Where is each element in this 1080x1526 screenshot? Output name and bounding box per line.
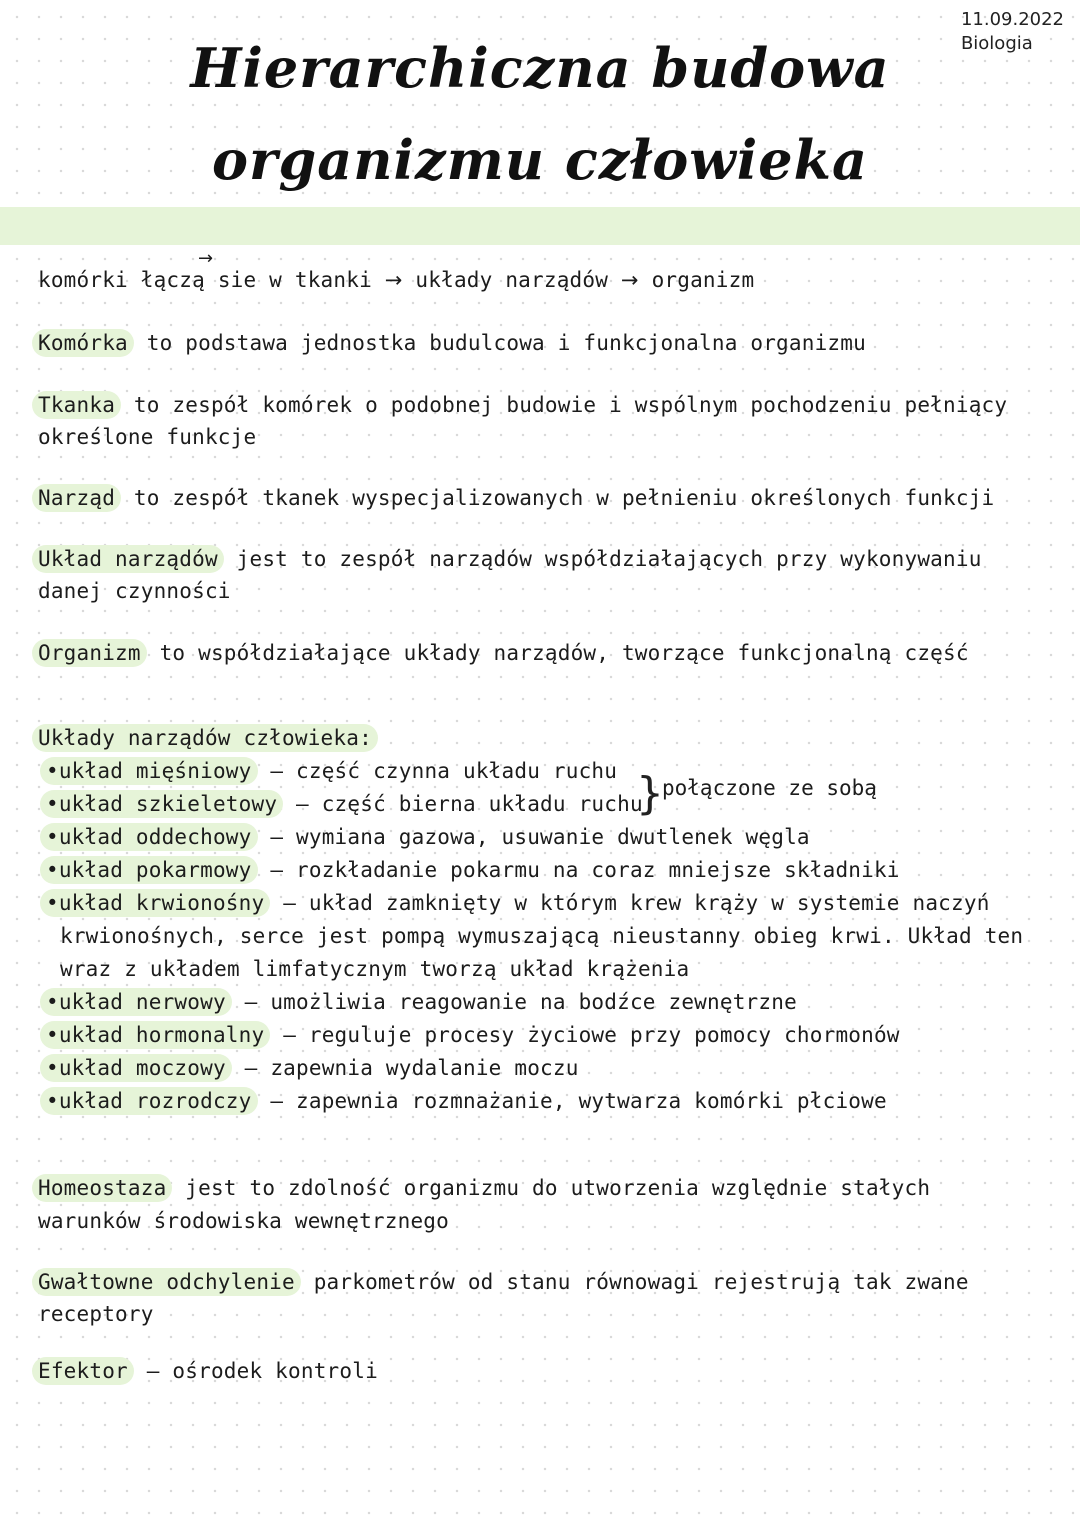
list-item-cont: krwionośnych, serce jest pompą wymuszającą nieustanny obieg krwi. Układ ten: [60, 924, 1024, 948]
definition-text: jest to zdolność organizmu do utworzenia względnie stałych: [185, 1176, 931, 1200]
system-name: •układ hormonalny: [40, 1021, 270, 1049]
title-line-2: organizmu człowieka: [212, 128, 868, 192]
list-item-cont: wraz z układem limfatycznym tworzą układ krążenia: [60, 957, 690, 981]
definition-text: to zespół komórek o podobnej budowie i wspólnym pochodzeniu pełniący: [133, 393, 1008, 417]
system-name: •układ nerwowy: [40, 988, 232, 1016]
intro-organism: organizm: [651, 268, 755, 292]
intro-organ-systems: układy narządów: [415, 268, 609, 292]
list-item: [46, 986, 797, 1018]
definition-text: jest to zespół narządów współdziałających przy wykonywaniu: [236, 547, 982, 571]
definition-text: – ośrodek kontroli: [146, 1359, 378, 1383]
term-highlight: Efektor: [32, 1357, 134, 1385]
definition-organ: [38, 482, 994, 514]
list-item: [46, 755, 617, 787]
system-desc: – część czynna układu ruchu: [270, 759, 618, 783]
definition-text: parkometrów od stanu równowagi rejestrują tak zwane: [313, 1270, 969, 1294]
arrow-icon: →: [384, 268, 403, 292]
title-line-1: Hierarchiczna budowa: [190, 36, 890, 100]
list-item: [46, 788, 643, 820]
joined-label: połączone ze sobą: [662, 776, 877, 800]
header-divider-band: [0, 207, 1080, 245]
system-desc: – zapewnia wydalanie moczu: [244, 1056, 579, 1080]
definition-text: to podstawa jednostka budulcowa i funkcjonalna organizmu: [146, 331, 866, 355]
system-name: •układ rozrodczy: [40, 1087, 258, 1115]
list-item: [46, 854, 900, 886]
list-item: [46, 1019, 900, 1051]
definition-organ-system: [38, 543, 982, 575]
system-name: •układ krwionośny: [40, 889, 270, 917]
term-highlight: Tkanka: [32, 391, 121, 419]
system-name: •układ pokarmowy: [40, 856, 258, 884]
definition-text: to zespół tkanek wyspecjalizowanych w pełnieniu określonych funkcji: [133, 486, 995, 510]
definition-tissue-cont: określone funkcje: [38, 425, 257, 449]
brace-icon: }: [636, 768, 664, 819]
system-desc: – rozkładanie pokarmu na coraz mniejsze składniki: [270, 858, 900, 882]
term-highlight: Układ narządów: [32, 545, 224, 573]
intro-tissues: sie w tkanki: [217, 268, 372, 292]
definition-effector: [38, 1355, 378, 1387]
term-highlight: Homeostaza: [32, 1174, 172, 1202]
definition-deviation-cont: receptory: [38, 1302, 154, 1326]
definition-organism: [38, 637, 969, 669]
term-highlight: Narząd: [32, 484, 121, 512]
definition-homeostasis: [38, 1172, 930, 1204]
system-name: •układ mięśniowy: [40, 757, 258, 785]
arrow-icon: →: [620, 268, 639, 292]
system-desc: – układ zamknięty w którym krew krąży w systemie naczyń: [283, 891, 990, 915]
definition-cell: [38, 327, 866, 359]
definition-organ-system-cont: danej czynności: [38, 579, 231, 603]
system-name: •układ oddechowy: [40, 823, 258, 851]
term-highlight: Komórka: [32, 329, 134, 357]
definition-homeostasis-cont: warunków środowiska wewnętrznego: [38, 1209, 449, 1233]
term-highlight: Układy narządów człowieka:: [32, 724, 378, 752]
list-item: [46, 1085, 887, 1117]
arrow-icon: →: [198, 248, 214, 269]
intro-line: [38, 264, 754, 296]
list-item: [46, 1052, 579, 1084]
subject-label: Biologia: [960, 33, 1033, 54]
system-name: •układ moczowy: [40, 1054, 232, 1082]
definition-tissue: [38, 389, 1007, 421]
definition-deviation: [38, 1266, 969, 1298]
system-desc: – wymiana gazowa, usuwanie dwutlenek węgla: [270, 825, 810, 849]
list-item: [46, 887, 990, 919]
definition-text: to współdziałające układy narządów, tworzące funkcjonalną część: [159, 641, 969, 665]
date-label: 11.09.2022: [960, 9, 1064, 30]
systems-heading: [38, 722, 378, 754]
term-highlight: Organizm: [32, 639, 147, 667]
system-desc: – umożliwia reagowanie na bodźce zewnętrzne: [244, 990, 797, 1014]
intro-cells: komórki łączą: [38, 268, 205, 292]
list-item: [46, 821, 810, 853]
system-name: •układ szkieletowy: [40, 790, 283, 818]
system-desc: – reguluje procesy życiowe przy pomocy chormonów: [283, 1023, 900, 1047]
system-desc: – zapewnia rozmnażanie, wytwarza komórki płciowe: [270, 1089, 887, 1113]
system-desc: – część bierna układu ruchu: [296, 792, 643, 816]
term-highlight: Gwałtowne odchylenie: [32, 1268, 301, 1296]
